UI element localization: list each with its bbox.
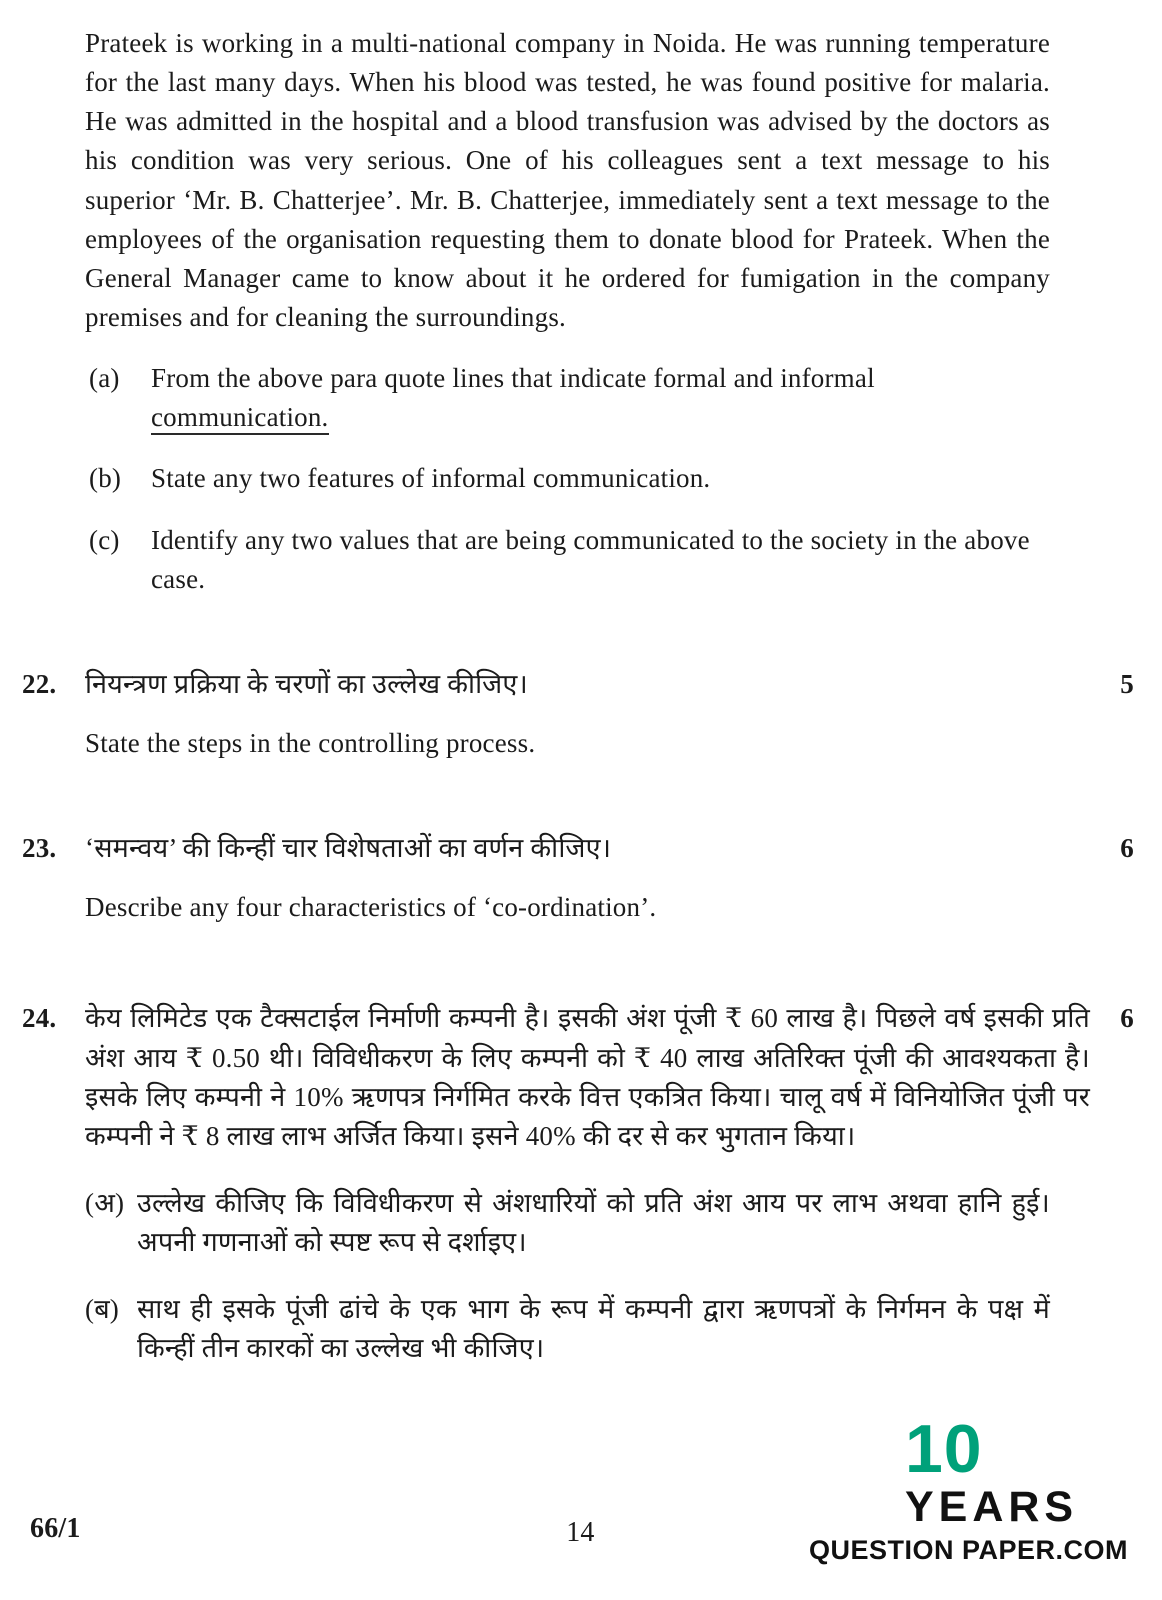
- case-study-paragraph: Prateek is working in a multi-national company in Noida. He was running temperature for the last many days. When his blood was tested, he was found positive for malaria. He was admitted in the hospital and a blood transfusion was advised by the doctors as his condition was very serious. One of his colleagues sent a text message to his superior ‘Mr. B. Chatterjee’. Mr. B. Chatterjee, immediately sent a text message to the employees of the organisation requesting them to donate blood for Prateek. When the General Manager came to know about it he ordered for fumigation in the company premises and for cleaning the surroundings.: [85, 28, 1050, 332]
- subquestion-c-label: (c): [89, 524, 120, 555]
- question-22-marks: 5: [1120, 668, 1134, 699]
- subquestion-c: [89, 521, 1050, 599]
- question-24-marks: 6: [1120, 1003, 1134, 1034]
- logo-years-text: YEARS: [904, 1483, 1079, 1531]
- question-24-part-b-text: साथ ही इसके पूंजी ढांचे के एक भाग के रूप में कम्पनी द्वारा ऋणपत्रों के निर्गमन के पक्ष में किन्हीं तीन कारकों का उल्लेख भी कीजिए।: [137, 1294, 1050, 1364]
- subquestion-b: [89, 459, 1050, 498]
- question-23: [22, 829, 1134, 927]
- question-24-part-b-label: (ब): [85, 1294, 119, 1325]
- 10yearsquestionpaper-logo: [808, 1411, 1128, 1565]
- question-24-part-a: [85, 1184, 1050, 1262]
- subquestion-c-text: Identify any two values that are being communicated to the society in the above case.: [151, 524, 1030, 594]
- question-24-part-b: [85, 1290, 1050, 1368]
- question-24-hindi: केय लिमिटेड एक टैक्सटाईल निर्माणी कम्पनी है। इसकी अंश पूंजी ₹ 60 लाख है। पिछले वर्ष इसकी प्रति अंश आय ₹ 0.50 थी। विविधीकरण के लिए कम्पनी को ₹ 40 लाख अतिरिक्त पूंजी की आवश्यकता है। इसके लिए कम्पनी ने 10% ऋणपत्र निर्गमित करके वित्त एकत्रित किया। चालू वर्ष में विनियोजित पूंजी पर कम्पनी ने ₹ 8 लाख लाभ अर्जित किया। इसने 40% की दर से कर भुगतान किया।: [85, 1003, 1090, 1151]
- subquestion-a-text: From the above para quote lines that indicate formal and informal communication.: [151, 359, 1050, 437]
- question-24-part-a-text: उल्लेख कीजिए कि विविधीकरण से अंशधारियों को प्रति अंश आय पर लाभ अथवा हानि हुई। अपनी गणनाओं को स्पष्ट रूप से दर्शाइए।: [137, 1187, 1050, 1258]
- subquestion-b-label: (b): [89, 463, 122, 494]
- question-22: [22, 665, 1134, 763]
- question-24-hindi-row: [22, 999, 1134, 1156]
- subquestion-a-label: (a): [89, 363, 120, 394]
- question-24-number: 24.: [22, 1003, 57, 1034]
- question-23-number: 23.: [22, 833, 57, 864]
- underlined-word: communication.: [151, 402, 329, 435]
- subquestion-b-text: State any two features of informal communication.: [151, 463, 711, 494]
- paper-code: 66/1: [30, 1513, 81, 1545]
- question-24-part-a-label: (अ): [85, 1187, 125, 1218]
- question-22-english: State the steps in the controlling process.: [85, 727, 536, 758]
- question-22-hindi-row: [22, 665, 1134, 704]
- logo-site-text: QUESTION PAPER.COM: [808, 1535, 1128, 1565]
- question-23-hindi-row: [22, 829, 1134, 868]
- question-22-hindi: नियन्त्रण प्रक्रिया के चरणों का उल्लेख कीजिए।: [85, 668, 528, 699]
- question-23-marks: 6: [1120, 833, 1134, 864]
- question-23-hindi: ‘समन्वय’ की किन्हीं चार विशेषताओं का वर्णन कीजिए।: [85, 833, 612, 864]
- question-22-number: 22.: [22, 668, 57, 699]
- page-number: 14: [566, 1517, 595, 1549]
- case-study-section: [85, 24, 1050, 599]
- question-24: [22, 999, 1134, 1368]
- logo-10-text: 10: [904, 1411, 983, 1487]
- question-23-english: Describe any four characteristics of ‘co-ordination’.: [85, 892, 657, 923]
- subquestion-a: [89, 359, 1050, 437]
